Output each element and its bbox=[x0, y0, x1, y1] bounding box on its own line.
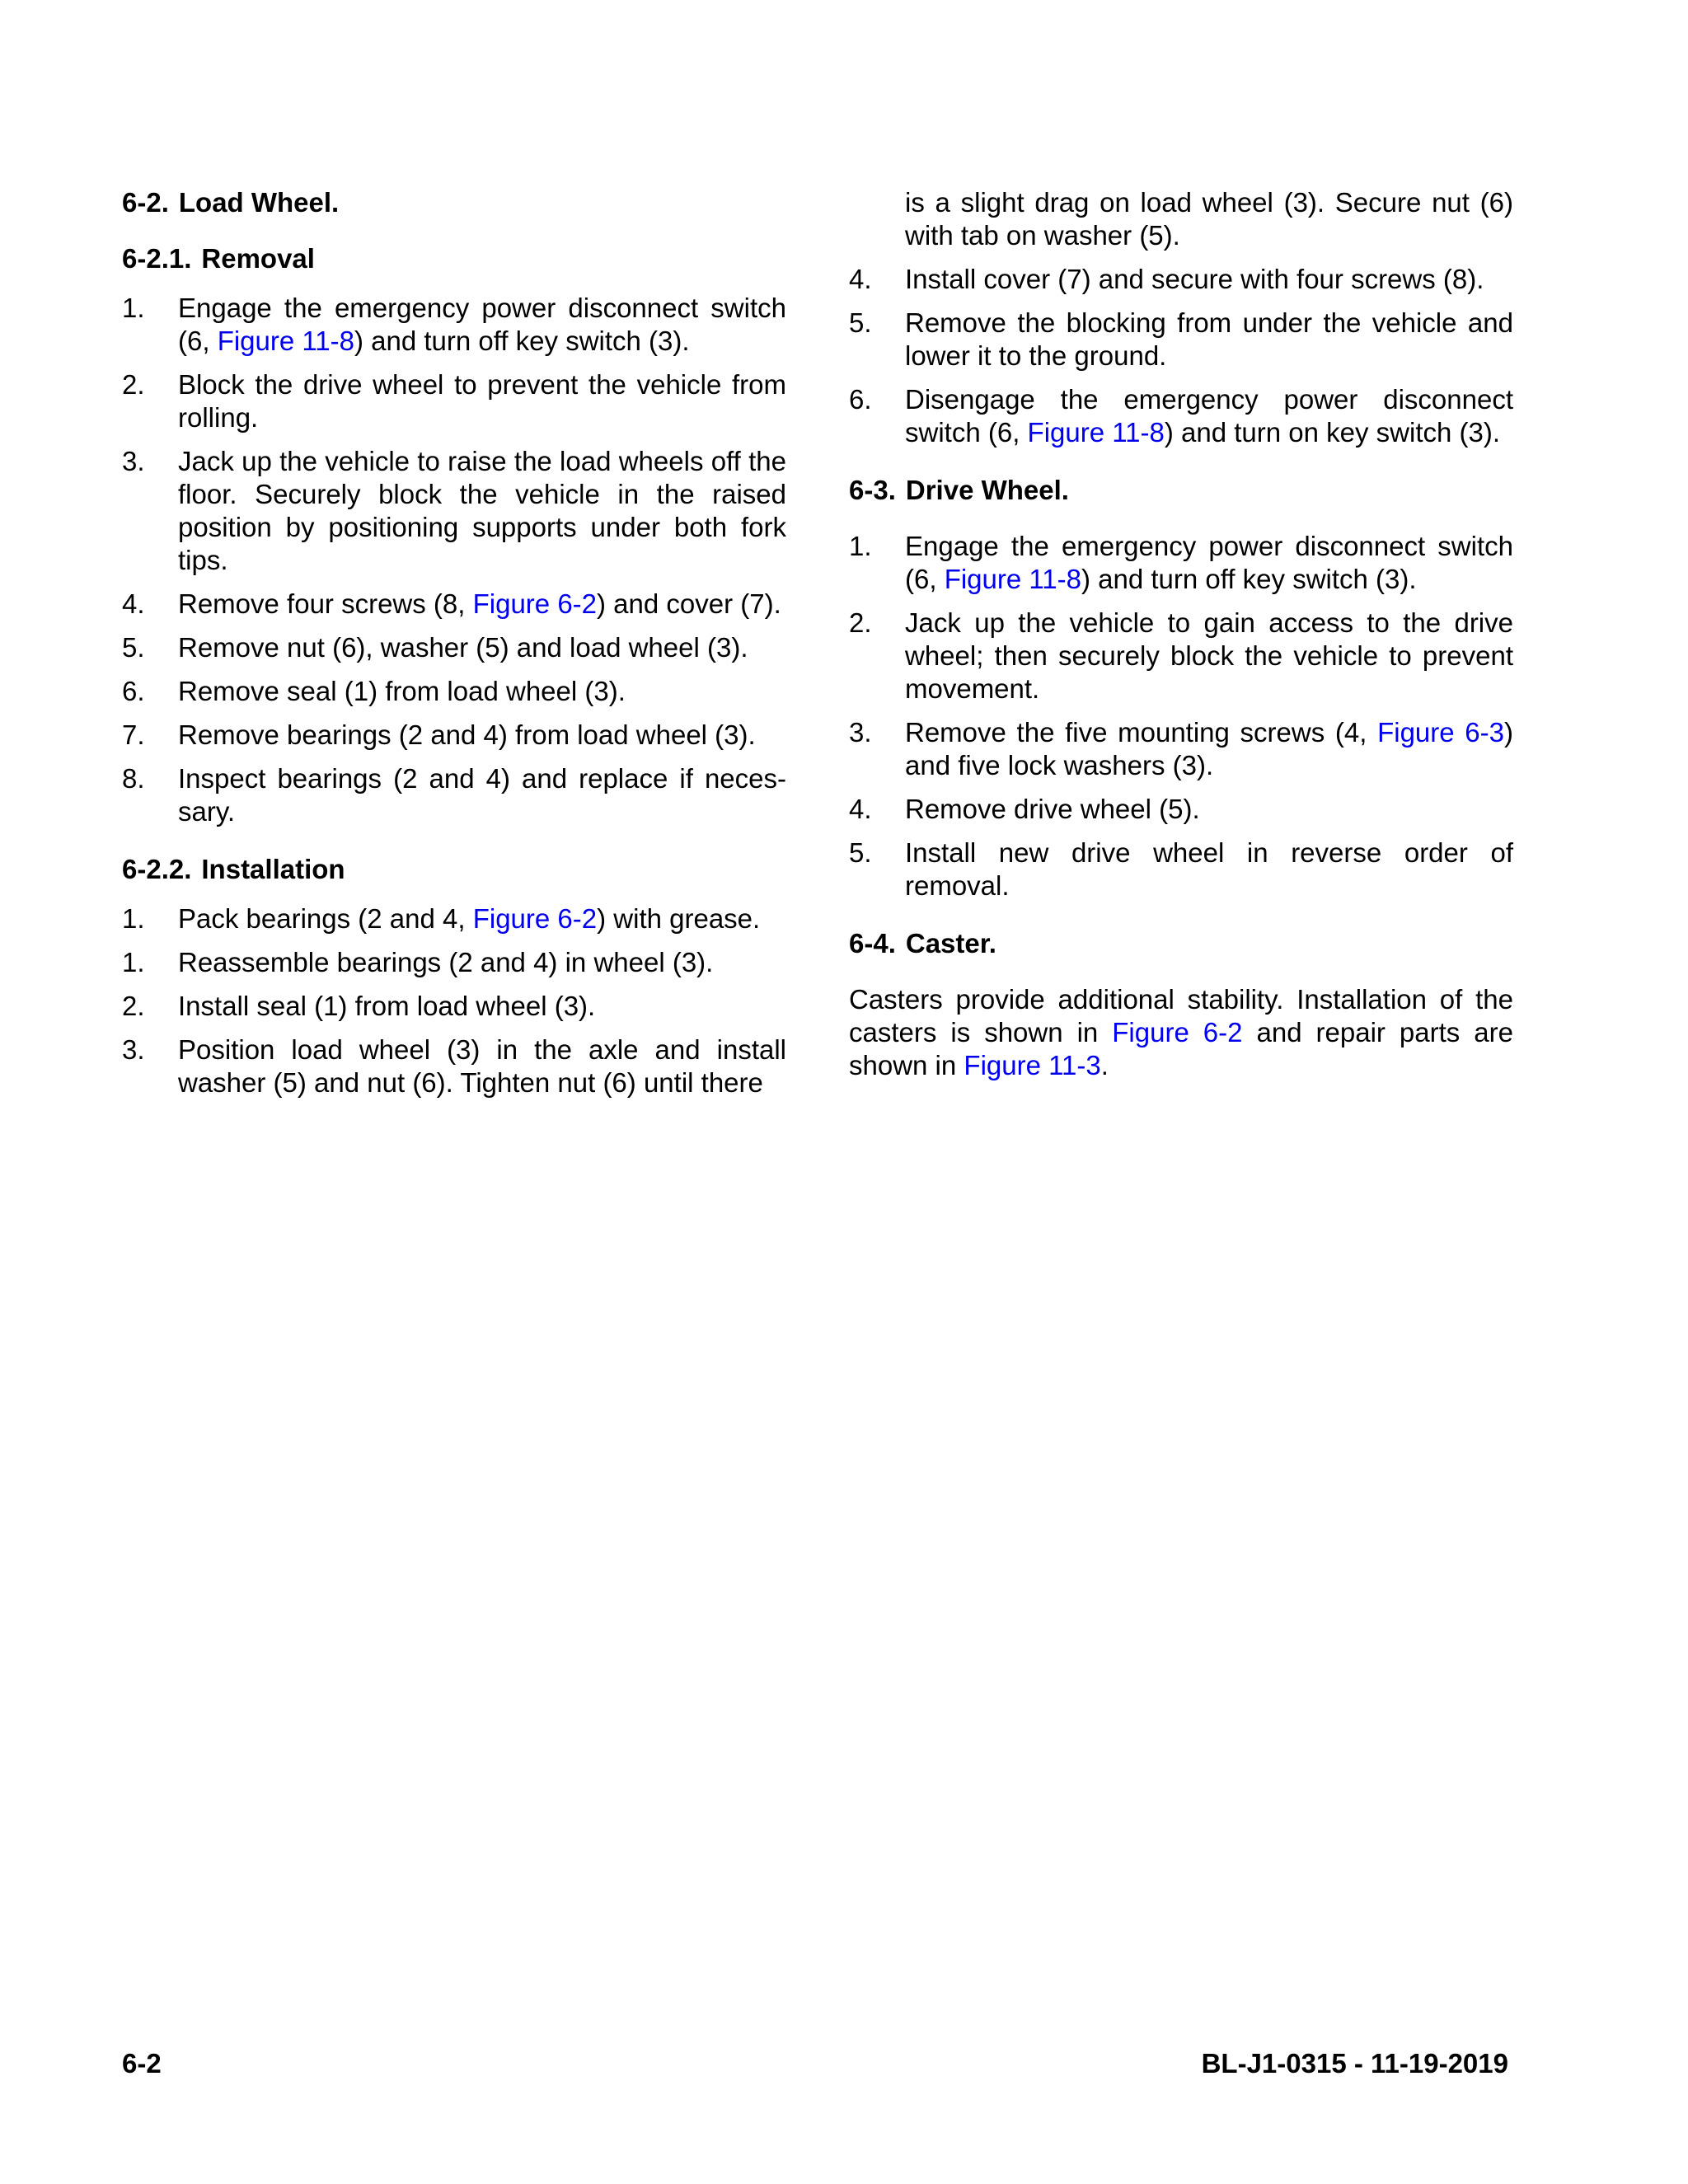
step-text: Jack up the vehicle to gain access to the drive wheel; then securely block the vehicle to prevent movement. bbox=[905, 607, 1513, 704]
step-number: 8. bbox=[122, 763, 145, 794]
step-text: Install cover (7) and secure with four screws (8). bbox=[905, 264, 1484, 294]
list-item bbox=[849, 607, 1513, 705]
step-number: 4. bbox=[122, 588, 145, 619]
installation-steps bbox=[122, 902, 786, 1099]
step-number: 1. bbox=[122, 293, 145, 323]
step-number: 5. bbox=[849, 837, 872, 868]
step-text: Install seal (1) from load wheel (3). bbox=[178, 991, 596, 1021]
figure-link[interactable]: Figure 11-8 bbox=[1027, 417, 1165, 448]
step-number: 1. bbox=[122, 903, 145, 934]
step-text: Install new drive wheel in reverse order of removal. bbox=[905, 837, 1513, 901]
step-text: Inspect bearings (2 and 4) and replace if neces-sary. bbox=[178, 763, 786, 827]
list-item bbox=[122, 675, 786, 708]
right-column bbox=[849, 186, 1513, 1082]
section-heading-load-wheel bbox=[122, 186, 786, 219]
step-text: Remove nut (6), washer (5) and load wheel (3). bbox=[178, 632, 748, 663]
subsection-title: Installation bbox=[201, 854, 345, 884]
step-text: Engage the emergency power disconnect switch (6, bbox=[905, 531, 1513, 594]
step-number: 3. bbox=[849, 717, 872, 748]
paragraph-text: . bbox=[1100, 1050, 1109, 1080]
step-continuation: is a slight drag on load wheel (3). Secure nut (6) with tab on washer (5). bbox=[905, 187, 1513, 251]
figure-link[interactable]: Figure 11-8 bbox=[217, 326, 354, 356]
step-text: Remove drive wheel (5). bbox=[905, 794, 1200, 824]
list-item bbox=[122, 368, 786, 434]
step-text: ) and cover (7). bbox=[597, 588, 781, 619]
step-text: Remove the five mounting screws (4, bbox=[905, 717, 1378, 748]
subsection-number: 6-2.2. bbox=[122, 854, 192, 884]
step-text: Remove four screws (8, bbox=[178, 588, 473, 619]
list-item bbox=[849, 307, 1513, 373]
list-item bbox=[122, 631, 786, 664]
step-text: Remove bearings (2 and 4) from load wheel (3). bbox=[178, 719, 756, 750]
step-text: ) with grease. bbox=[597, 903, 761, 934]
list-item bbox=[122, 719, 786, 752]
step-number: 2. bbox=[849, 607, 872, 638]
list-item bbox=[849, 793, 1513, 826]
step-text: Engage the emergency power disconnect switch (6, bbox=[178, 293, 786, 356]
step-number: 7. bbox=[122, 719, 145, 750]
list-item bbox=[122, 445, 786, 577]
subsection-title: Removal bbox=[201, 243, 315, 274]
step-text: Remove the blocking from under the vehicle and lower it to the ground. bbox=[905, 307, 1513, 371]
list-item bbox=[122, 990, 786, 1023]
figure-link[interactable]: Figure 6-2 bbox=[1112, 1017, 1243, 1047]
step-number: 4. bbox=[849, 264, 872, 294]
list-item bbox=[122, 946, 786, 979]
step-text: ) and turn on key switch (3). bbox=[1164, 417, 1501, 448]
step-number: 2. bbox=[122, 991, 145, 1021]
page-number: 6-2 bbox=[122, 2048, 162, 2079]
list-item bbox=[122, 1033, 786, 1099]
step-number: 4. bbox=[849, 794, 872, 824]
installation-steps-continued bbox=[849, 263, 1513, 449]
figure-link[interactable]: Figure 11-8 bbox=[944, 564, 1081, 594]
list-item bbox=[122, 292, 786, 358]
figure-link[interactable]: Figure 6-3 bbox=[1377, 717, 1504, 748]
list-item bbox=[122, 762, 786, 828]
step-text: ) and turn off key switch (3). bbox=[1081, 564, 1417, 594]
list-item bbox=[849, 383, 1513, 449]
document-id: BL-J1-0315 - 11-19-2019 bbox=[1201, 2048, 1508, 2079]
step-number: 1. bbox=[849, 531, 872, 561]
paragraph-text: Casters provide additional stability. Installation of the casters is shown in bbox=[849, 984, 1513, 1047]
section-number: 6-2. bbox=[122, 187, 169, 218]
step-text: Jack up the vehicle to raise the load wheels off the floor. Securely block the vehicle in the raised position by positioning supports under both fork tips. bbox=[178, 446, 786, 575]
subsection-heading-installation bbox=[122, 853, 786, 886]
step-number: 6. bbox=[122, 676, 145, 706]
figure-link[interactable]: Figure 6-2 bbox=[472, 588, 598, 619]
step-text: ) and five lock washers (3). bbox=[905, 717, 1513, 780]
section-number: 6-3. bbox=[849, 475, 896, 505]
step-number: 2. bbox=[122, 369, 145, 400]
drive-wheel-steps bbox=[849, 530, 1513, 902]
step-number: 3. bbox=[122, 446, 145, 476]
paragraph-text: and repair parts are shown in bbox=[849, 1017, 1513, 1080]
section-heading-drive-wheel bbox=[849, 474, 1513, 507]
step-text: ) and turn off key switch (3). bbox=[354, 326, 690, 356]
figure-link[interactable]: Figure 6-2 bbox=[472, 903, 598, 934]
list-item bbox=[849, 716, 1513, 782]
section-title: Caster. bbox=[905, 928, 996, 958]
list-item bbox=[849, 263, 1513, 296]
list-item bbox=[849, 837, 1513, 902]
step-number: 3. bbox=[122, 1034, 145, 1065]
step-text: Position load wheel (3) in the axle and install washer (5) and nut (6). Tighten nut (6) until there bbox=[178, 1034, 786, 1098]
step-text: Disengage the emergency power disconnect switch (6, bbox=[905, 384, 1513, 448]
list-item bbox=[849, 530, 1513, 596]
subsection-heading-removal bbox=[122, 242, 786, 275]
subsection-number: 6-2.1. bbox=[122, 243, 192, 274]
step-number: 6. bbox=[849, 384, 872, 415]
step-text: Block the drive wheel to prevent the vehicle from rolling. bbox=[178, 369, 786, 433]
section-heading-caster bbox=[849, 927, 1513, 960]
caster-paragraph bbox=[849, 983, 1513, 1082]
section-title: Drive Wheel. bbox=[905, 475, 1069, 505]
step-number: 5. bbox=[122, 632, 145, 663]
removal-steps bbox=[122, 292, 786, 828]
step-text: Remove seal (1) from load wheel (3). bbox=[178, 676, 626, 706]
list-item bbox=[122, 588, 786, 621]
step-number: 5. bbox=[849, 307, 872, 338]
step-text: Pack bearings (2 and 4, bbox=[178, 903, 473, 934]
figure-link[interactable]: Figure 11-3 bbox=[964, 1050, 1101, 1080]
step-number: 1. bbox=[122, 947, 145, 977]
section-title: Load Wheel. bbox=[178, 187, 340, 218]
step-text: Reassemble bearings (2 and 4) in wheel (3). bbox=[178, 947, 714, 977]
list-item bbox=[122, 902, 786, 935]
section-number: 6-4. bbox=[849, 928, 896, 958]
left-column bbox=[122, 186, 786, 1110]
